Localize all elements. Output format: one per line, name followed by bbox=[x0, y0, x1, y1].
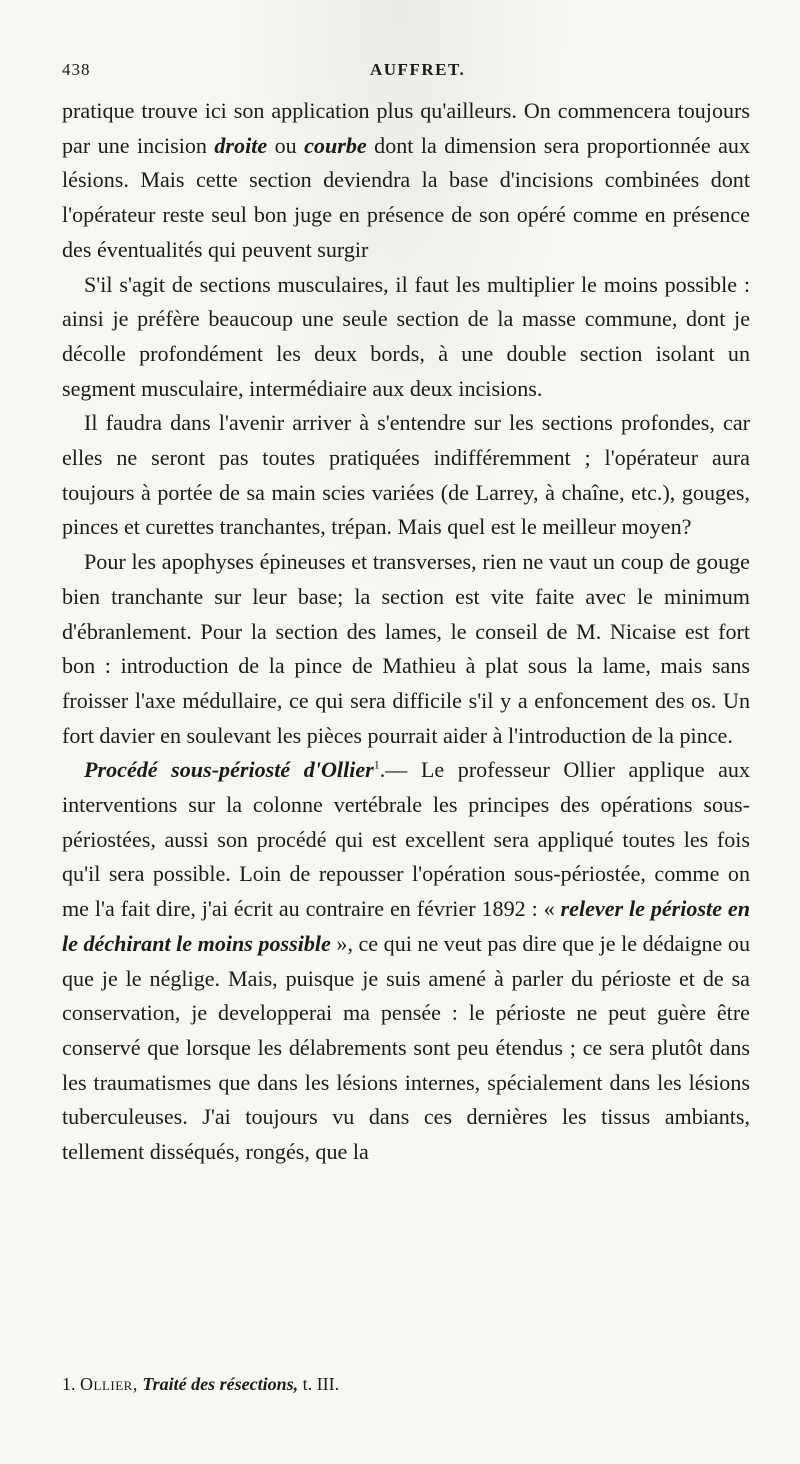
footnote-author: Ollier, bbox=[80, 1374, 138, 1394]
emphasis-droite: droite bbox=[214, 132, 268, 158]
emphasis-courbe: courbe bbox=[304, 132, 367, 158]
paragraph-5 bbox=[62, 753, 750, 1169]
text-run: », ce qui ne veut pas dire que je le dédaigne ou que je le néglige. Mais, puisque je suis amené à parler du périoste et de sa conservation, je developperai ma pensée : le périoste ne peut guère être conservé que lorsque les délabrements sont peu étendus ; ce sera plutôt dans les traumatismes que dans les lésions internes, spécialement dans les lésions tuberculeuses. J'ai toujours vu dans ces dernières les tissus ambiants, tellement disséqués, rongés, que la bbox=[62, 930, 750, 1165]
paragraph-1 bbox=[62, 94, 750, 268]
footnote-ref: t. III. bbox=[302, 1374, 340, 1394]
paragraph-3: Il faudra dans l'avenir arriver à s'entendre sur les sections profondes, car elles ne seront pas toutes pratiquées indifféremment ; l'opérateur aura toujours à portée de sa main scies variées (de Larrey, à chaîne, etc.), gouges, pinces et curettes tranchantes, trépan. Mais quel est le meilleur moyen? bbox=[62, 410, 750, 540]
section-heading: Procédé sous-périosté d'Ollier bbox=[84, 757, 374, 783]
footnote-marker: 1 bbox=[373, 758, 380, 772]
quoted-emphasis: relever le périoste en le déchirant le moins possible bbox=[62, 896, 750, 956]
text-run: ou bbox=[267, 132, 305, 158]
page-number: 438 bbox=[62, 60, 91, 79]
page-body bbox=[62, 94, 750, 1170]
footnote bbox=[62, 1372, 750, 1396]
paragraph-4: Pour les apophyses épineuses et transverses, rien ne vaut un coup de gouge bien tranchante sur leur base; la section est vite faite avec le minimum d'ébranlement. Pour la section des lames, le conseil de M. Nicaise est fort bon : introduction de la pince de Mathieu à plat sous la lame, mais sans froisser l'axe médullaire, ce qui sera difficile s'il y a enfoncement des os. Un fort davier en soulevant les pièces pourrait aider à l'introduction de la pince. bbox=[62, 549, 750, 748]
paragraph-2: S'il s'agit de sections musculaires, il faut les multiplier le moins possible : ainsi je préfère beaucoup une seule section de la masse commune, dont je décolle profondément les deux bords, à une double section isolant un segment musculaire, intermédiaire aux deux incisions. bbox=[62, 271, 750, 401]
text-run: .— Le professeur Ollier applique aux interventions sur la colonne vertébrale les principes des opérations sous-périostées, aussi son procédé qui est excellent sera appliqué toutes les fois qu'il sera possible. Loin de repousser l'opération sous-périostée, comme on me l'a fait dire, j'ai écrit au contraire en février 1892 : « bbox=[62, 757, 750, 922]
running-head: AUFFRET. bbox=[370, 60, 466, 79]
text-run: pratique trouve ici son application plus qu'ailleurs. On commencera toujours par une incision bbox=[62, 98, 750, 158]
text-run: dont la dimension sera proportionnée aux lésions. Mais cette section deviendra la base d'incisions combinées dont l'opérateur reste seul bon juge en présence de son opéré comme en présence des éventualités qui peuvent surgir bbox=[62, 132, 750, 262]
footnote-title: Traité des résections, bbox=[142, 1374, 299, 1394]
footnote-number: 1. bbox=[62, 1374, 76, 1394]
page-header bbox=[62, 60, 752, 88]
